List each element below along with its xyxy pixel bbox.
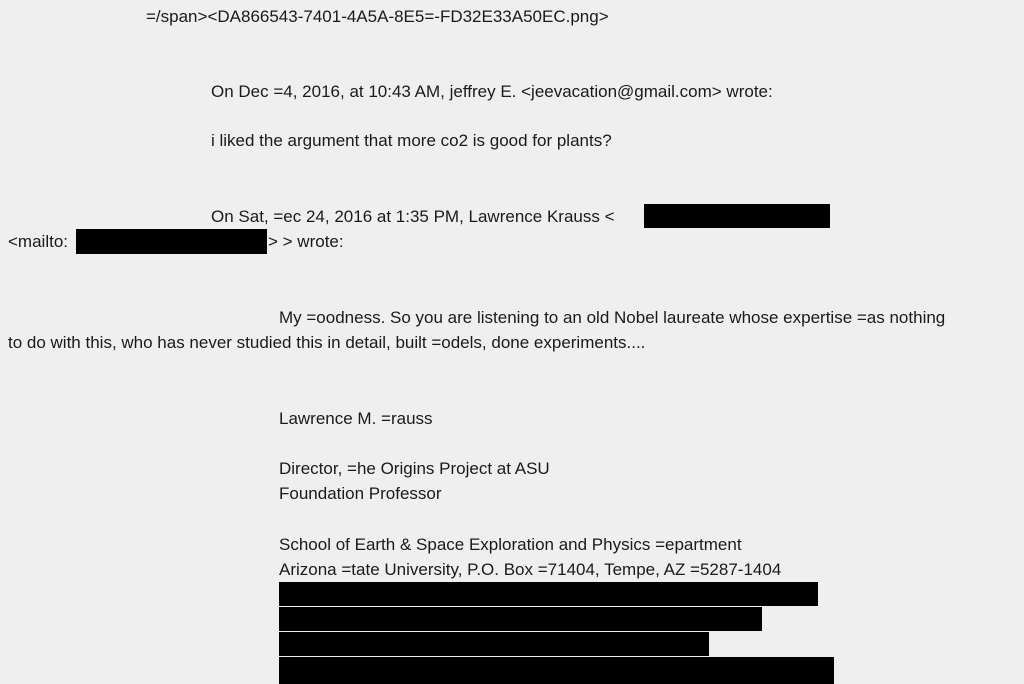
quote2-attribution: On Sat, =ec 24, 2016 at 1:35 PM, Lawrence Krauss < xyxy=(211,207,615,226)
redacted-block-4 xyxy=(279,657,834,684)
redacted-block-2 xyxy=(279,607,762,631)
redacted-block-3 xyxy=(279,632,709,656)
signature-name: Lawrence M. =rauss xyxy=(279,409,433,428)
signature-address: Arizona =tate University, P.O. Box =71404, Tempe, AZ =5287-1404 xyxy=(279,560,782,579)
redacted-email-1 xyxy=(644,204,830,228)
quote2-body-line2: to do with this, who has never studied this in detail, built =odels, done experiments.... xyxy=(8,333,646,352)
redacted-block-1 xyxy=(279,582,818,606)
quote1-body: i liked the argument that more co2 is good for plants? xyxy=(211,131,612,150)
attachment-header-line: =/span><DA866543-7401-4A5A-8E5=-FD32E33A50EC.png> xyxy=(146,7,609,26)
redacted-email-2 xyxy=(76,229,267,254)
mailto-prefix: <mailto: xyxy=(8,232,68,251)
quote2-body-line1: My =oodness. So you are listening to an old Nobel laureate whose expertise =as nothing xyxy=(279,308,946,327)
signature-department: School of Earth & Space Exploration and Physics =epartment xyxy=(279,535,742,554)
quote1-attribution: On Dec =4, 2016, at 10:43 AM, jeffrey E. <jeevacation@gmail.com> wrote: xyxy=(211,82,773,101)
mailto-suffix: > > wrote: xyxy=(268,232,344,251)
signature-title-2: Foundation Professor xyxy=(279,484,442,503)
signature-title-1: Director, =he Origins Project at ASU xyxy=(279,459,550,478)
